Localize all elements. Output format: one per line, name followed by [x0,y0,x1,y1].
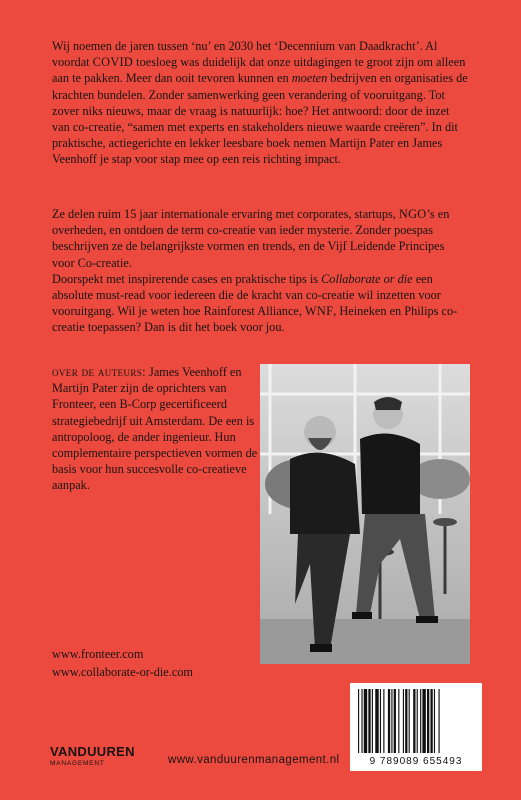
about-authors [52,364,260,494]
ngo-smallcaps: NGO [398,207,427,221]
publisher-subtitle: MANAGEMENT [50,760,105,767]
website-list [52,645,193,681]
authors-photo [260,364,470,664]
body-text: Ze delen ruim 15 jaar internationale ervaring met corporates, startups, [52,207,399,221]
wnf-smallcaps: WNF [305,304,334,319]
paragraph-experience [52,206,470,271]
isbn-number: 9 789089 655493 [369,756,463,767]
covid-smallcaps: COVID [92,55,134,70]
authors-photo-image [260,364,470,664]
intro-text: toesloeg was duidelijk dat onze uitdagingen te groot zijn om alleen aan te pakken. Meer dan ooit tevoren kunnen en [52,55,466,86]
intro-text: Wij noemen de jaren tussen ‘nu’ en 2030 het ‘Decennium van Daadkracht’. Al voordat [52,39,438,70]
book-title-italic: Collaborate or die [321,271,413,286]
body-paragraphs [52,206,470,336]
url-collaborate[interactable]: www.collaborate-or-die.com [52,665,193,679]
about-authors-text: James Veenhoff en Martijn Pater zijn de oprichters van Fronteer, een B-Corp gecertificeerd strategiebedrijf uit Amsterdam. De een is antropoloog, de ander ingenieur. Hun complementaire perspectieven vormen de basis voor hun succesvolle co-creatieve aanpak. [52,365,258,493]
intro-paragraph [52,38,470,168]
about-authors-label: over de auteurs: [52,365,146,379]
paragraph-mustread [52,271,470,336]
publisher-url[interactable]: www.vanduurenmanagement.nl [168,754,340,766]
url-fronteer[interactable]: www.fronteer.com [52,647,144,661]
body-text: , Heineken en Philips co-creatie toepassen? Dan is dit het boek voor jou. [52,304,458,335]
publisher-logo [50,745,150,768]
body-text: Doorspekt met inspirerende cases en praktische tips is [52,271,322,286]
intro-text: bedrijven en organisaties de krachten bundelen. Zonder samenwerking geen verandering of vooruitgang. Tot zover niks nieuws, maar de vraag is natuurlijk: hoe? Het antwoord: door de inzet van co-creatie, “samen met experts en stakeholders nieuwe waarde creëren”. In dit praktische, actiegerichte en lekker leesbare boek nemen Martijn Pater en James Veenhoff je stap voor stap mee op een reis richting impact. [52,71,468,167]
publisher-name: VANDUUREN [50,744,135,759]
body-text: een absolute must-read voor iedereen die de kracht van co-creatie wil inzetten voor vooruitgang. Wil je weten hoe Rainforest Alliance, [52,271,441,319]
isbn-barcode [350,683,482,771]
moeten-italic: moeten [291,71,328,86]
body-text: ’s en overheden, en ontdoen de term co-creatie van ieder mysterie. Zonder poespas beschrijven ze de belangrijkste vormen en trends, en de Vijf Leidende Principes voor Co-creatie. [52,207,450,270]
